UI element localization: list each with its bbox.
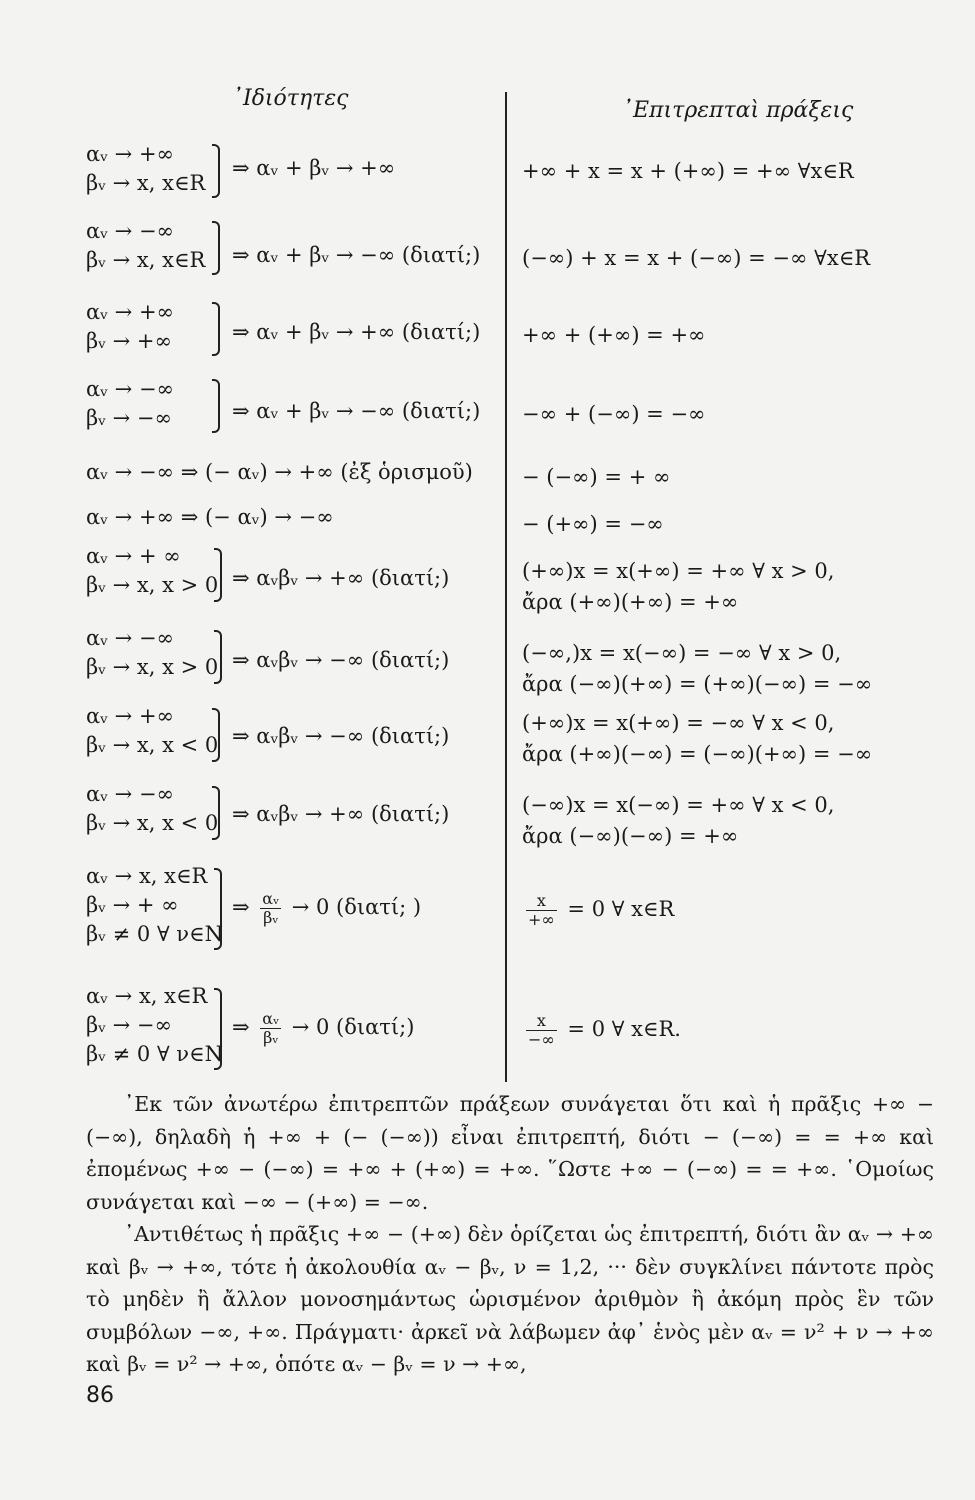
rule-implication: ⇒ αᵥ + βᵥ → +∞ xyxy=(232,156,396,180)
allowed-operation: (+∞)x = x(+∞) = +∞ ∀ x > 0, ἄρα (+∞)(+∞) = +∞ xyxy=(522,559,835,614)
allowed-operation: −∞ + (−∞) = −∞ xyxy=(522,402,706,426)
brace xyxy=(212,379,220,433)
rule-implication: ⇒ αᵥβᵥ → +∞ (διατί;) xyxy=(232,802,450,826)
rule-conditions: αᵥ → −∞ βᵥ → x, x > 0 xyxy=(86,626,219,679)
rule-implication: ⇒ αᵥ + βᵥ → −∞ (διατί;) xyxy=(232,399,481,423)
brace xyxy=(214,988,222,1070)
paragraph: ᾽Αντιθέτως ἡ πρᾶξις +∞ − (+∞) δὲν ὁρίζεται ὡς ἐπιτρεπτή, διότι ἂν αᵥ → +∞ καὶ βᵥ → +∞, τότε ἡ ἀκολουθία αᵥ − βᵥ, ν = 1,2, ··· δὲν συγκλίνει πάντοτε πρὸς τὸ μηδὲν ἢ ἄλλον μονοσημάντως ὡρισμένον ἀριθμὸν ἢ ἀκόμη πρὸς ἓν τῶν συμβόλων −∞, +∞. Πράγματι· ἀρκεῖ νὰ λάβωμεν ἀφ᾽ ἑνὸς μὲν αᵥ = ν² + ν → +∞ καὶ βᵥ = ν² → +∞, ὁπότε αᵥ − βᵥ = ν → +∞, xyxy=(86,1222,934,1376)
rule-conditions: αᵥ → x, x∈R βᵥ → −∞ βᵥ ≠ 0 ∀ ν∈N xyxy=(86,984,223,1066)
rule-conditions: αᵥ → + ∞ βᵥ → x, x > 0 xyxy=(86,544,219,597)
allowed-operation: − (−∞) = + ∞ xyxy=(522,465,671,489)
brace xyxy=(212,302,220,356)
allowed-operation: − (+∞) = −∞ xyxy=(522,512,664,536)
body-text xyxy=(86,1088,934,1381)
fraction: $\frac{\text{αᵥ}}{\text{βᵥ}}$ xyxy=(262,889,280,927)
rule-conditions: αᵥ → +∞ ⇒ (− αᵥ) → −∞ xyxy=(86,505,334,529)
brace xyxy=(212,708,220,762)
rule-implication: ⇒ $\frac{\text{αᵥ}}{\text{βᵥ}}$ → 0 (διατί;) xyxy=(232,1009,415,1047)
allowed-operations-header: ᾽Επιτρεπταὶ πράξεις xyxy=(622,98,854,123)
properties-header: ᾽Ιδιότητες xyxy=(232,86,349,111)
rule-conditions: αᵥ → −∞ ⇒ (− αᵥ) → +∞ (ἐξ ὁρισμοῦ) xyxy=(86,460,473,484)
brace xyxy=(212,786,220,840)
allowed-operation: (+∞)x = x(+∞) = −∞ ∀ x < 0, ἄρα (+∞)(−∞) = (−∞)(+∞) = −∞ xyxy=(522,711,873,766)
fraction: $\frac{x}{+\infty}$ xyxy=(528,891,555,929)
rule-implication: ⇒ αᵥ + βᵥ → +∞ (διατί;) xyxy=(232,320,481,344)
brace xyxy=(214,868,222,950)
allowed-operation: $\frac{x}{-\infty}$ = 0 ∀ x∈R. xyxy=(528,1011,681,1049)
rule-conditions: αᵥ → −∞ βᵥ → x, x < 0 xyxy=(86,782,219,835)
rule-implication: ⇒ αᵥ + βᵥ → −∞ (διατί;) xyxy=(232,243,481,267)
brace xyxy=(214,548,222,602)
rule-conditions: αᵥ → +∞ βᵥ → x, x < 0 xyxy=(86,704,219,757)
rule-implication: ⇒ αᵥβᵥ → +∞ (διατί;) xyxy=(232,566,450,590)
rule-conditions: αᵥ → +∞ βᵥ → x, x∈R xyxy=(86,142,206,195)
rule-implication: ⇒ αᵥβᵥ → −∞ (διατί;) xyxy=(232,724,450,748)
column-divider xyxy=(505,92,507,1082)
allowed-operation: $\frac{x}{+\infty}$ = 0 ∀ x∈R xyxy=(528,891,675,929)
paragraph: ᾽Εκ τῶν ἀνωτέρω ἐπιτρεπτῶν πράξεων συνάγεται ὅτι καὶ ἡ πρᾶξις +∞ − (−∞), δηλαδὴ ἡ +∞ + (− (−∞)) εἶναι ἐπιτρεπτή, διότι − (−∞) = = +∞ καὶ ἐπομένως +∞ − (−∞) = +∞ + (+∞) = +∞. ῞Ωστε +∞ − (−∞) = = +∞. ῾Ομοίως συνάγεται καὶ −∞ − (+∞) = −∞. xyxy=(86,1092,934,1214)
page-number: 86 xyxy=(86,1383,114,1408)
allowed-operation: +∞ + x = x + (+∞) = +∞ ∀x∈R xyxy=(522,159,854,183)
fraction: $\frac{x}{-\infty}$ xyxy=(528,1011,555,1049)
allowed-operation: +∞ + (+∞) = +∞ xyxy=(522,323,706,347)
brace xyxy=(212,144,220,198)
fraction: $\frac{\text{αᵥ}}{\text{βᵥ}}$ xyxy=(262,1009,280,1047)
brace xyxy=(214,630,222,684)
rule-implication: ⇒ $\frac{\text{αᵥ}}{\text{βᵥ}}$ → 0 (διατί; ) xyxy=(232,889,422,927)
rule-conditions: αᵥ → −∞ βᵥ → x, x∈R xyxy=(86,219,206,272)
allowed-operation: (−∞)x = x(−∞) = +∞ ∀ x < 0, ἄρα (−∞)(−∞) = +∞ xyxy=(522,793,835,848)
rule-conditions: αᵥ → +∞ βᵥ → +∞ xyxy=(86,300,175,353)
allowed-operation: (−∞,)x = x(−∞) = −∞ ∀ x > 0, ἄρα (−∞)(+∞) = (+∞)(−∞) = −∞ xyxy=(522,641,873,696)
rule-conditions: αᵥ → x, x∈R βᵥ → + ∞ βᵥ ≠ 0 ∀ ν∈N xyxy=(86,864,223,946)
rule-conditions: αᵥ → −∞ βᵥ → −∞ xyxy=(86,377,175,430)
brace xyxy=(212,221,220,275)
rule-implication: ⇒ αᵥβᵥ → −∞ (διατί;) xyxy=(232,648,450,672)
allowed-operation: (−∞) + x = x + (−∞) = −∞ ∀x∈R xyxy=(522,246,871,270)
